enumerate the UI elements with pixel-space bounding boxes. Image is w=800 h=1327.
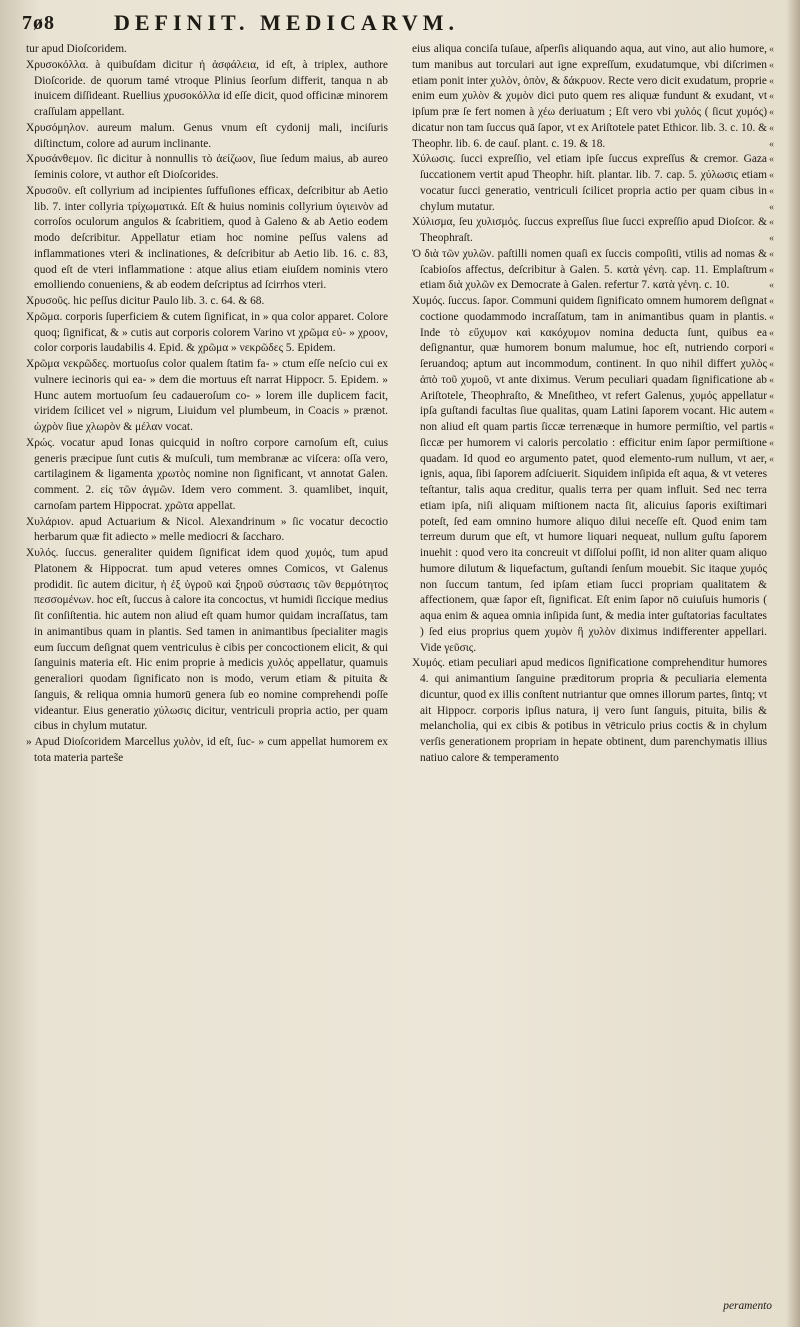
catchword: peramento (723, 1300, 772, 1312)
entry-paragraph: Χύλισμα, ſeu χυλισμός. ſuccus expreſſus ſiue ſucci expreſſio apud Dioſcor. & Theophraſt. (412, 216, 767, 244)
entry-paragraph: Χρώς. vocatur apud Ionas quicquid in noſtro corpore carnoſum eſt, cuius generis præcipue ſunt cutis & muſculi, tum membranæ ac viſcera: oſſa vero, cartilaginem & ligamenta χρωτὸς nomine non ſignificant, vt annotat Galen. comment. 2. εἰς τῶν ἀγμῶν. Idem vero comment. 3. quamlibet, inquit, carnoſam partem Hippocrat. χρῶτα appellat. (26, 436, 388, 512)
entry-paragraph: Χύλωσις. ſucci expreſſio, vel etiam ipſe ſuccus expreſſus & cremor. Gaza ſuccationem vertit apud Theophr. hiſt. plantar. lib. 7. cap. 5. χύλωσις etiam vocatur ſucci generatio, ventriculi ſcilicet propria actio per quam cibus in chylum mutatur. (412, 153, 767, 213)
entry-paragraph: Χρυσοῦς. hic peſſus dicitur Paulo lib. 3. c. 64. & 68. (26, 295, 265, 307)
entry-paragraph: Χυλός. ſuccus. generaliter quidem ſignificat idem quod χυμός, tum apud Platonem & Hippocrat. tum apud veteres omnes Comicos, vt Galenus prodidit. ſic autem dicitur, ἡ ἐξ ὑγροῦ καὶ ξηροῦ σύστασις τῶν θερμότητος πεσσομένων. hoc eſt, ſuccus à calore ita concoctus, vt humidi ſiccique medius ſit conſiſtentia. hic autem non aliud eſt quam humor quidam incraſſatus, tam in animantibus quam in plantis. Sed tamen in animantibus ſpecialiter magis eum ſuccum deſignat quem ventriculus è cibis per concoctionem elicit, & qui ſanguinis materia eſt. Hic enim proprie à medicis χυλός appellatur, quamuis generaliori quodam ſignificato non is modo, verum etiam & pituita & ſanguis, & reliqua omnia humorū genera ſub eo nomine comprehendi poſſe videantur. Eius generatio χύλωσις dicitur, ventriculi propria actio, per quam cibus in chylum mutatur. (26, 547, 388, 733)
page-header (22, 10, 780, 40)
entry-paragraph: Χυμός. ſuccus. ſapor. Communi quidem ſignificato omnem humorem deſignat coctione quodammodo incraſſatum, tam in animantibus quam in plantis. Inde τὸ εὔχυμον καὶ κακόχυμον nomina deducta ſunt, quibus ea deſignantur, quæ humorem bonum malumue, hoc eſt, nutriendo corpori ſeruandoq; aptum aut incommodum, continent. In quo nihil differt χυλὸς ἀπὸ τοῦ χυμοῦ, vt ante diximus. Verum peculiari quadam ſignificatione ab Ariſtotele, Theophraſto, & Mneſitheo, vt refert Galenus, χυμός appellatur ipſa guſtandi facultas ſiue qualitas, quam Latini ſaporem vocant. Hic autem non aliud eſt quam partis ſiccæ terrenæque in humore permiſtio, vel partis ſiccæ per humorem vi caloris percolatio : efficitur enim ſapor permiſtione quadam. Id quod eo argumento patet, quod elemento-rum nullum, vt aer, ignis, aqua, ſibi ſaporem adſciuerit. Siquidem inſipida eſt aqua, & vt veteres teſtantur, talis aqua creditur, qualis terra per quam influit. Sed nec terra etiam ipſa, niſi aliquam miſtionem nacta ſit, alicuius ſaporis exiſtimari poteſt, ſed eam omnino humore aliquo dilui neceſſe eſt. Quod enim tam terreum durum que eſt, vt humore liquari nequeat, nullum guſtu ſaporem inuehit : quod vero ita concreuit vt diſſolui poſſit, id non aliter quam aliquo humore dilutum & liquefactum, guſtandi ſenſum mouebit. Sic itaque χυμός non ſuccum tantum, ſed ipſam etiam ſucci propriam qualitatem & affectionem, quæ ſapor eſt, ſignificat. Eſt enim ſapor nō cuiuſuis humoris ( aqua enim & aquea omnia inſipida ſunt, & media inter guſtatorias facultates ) ſed eius proprius quem χυμὸν ἢ χυλὸν diximus indifferenter appellari. Vide γεῦσις. (412, 295, 767, 654)
left-column (26, 42, 388, 1312)
running-title: DEFINIT. MEDICARVM. (114, 10, 459, 35)
entry-paragraph: » Apud Dioſcoridem Marcellus χυλὸν, id eſt, ſuc- » cum appellat humorem ex tota materia partes̃e (26, 736, 388, 764)
entry-paragraph: tur apud Dioſcoridem. (26, 43, 127, 55)
entry-paragraph: Χυλάριον. apud Actuarium & Nicol. Alexandrinum » ſic vocatur decoctio herbarum quæ fit adiecto » melle mediocri & ſaccharo. (26, 515, 388, 544)
entry-paragraph: Χρυσάνθεμον. ſic dicitur à nonnullis τὸ ἀείζωον, ſiue ſedum maius, ab aureo ſeminis colore, vt author eſt Dioſcorides. (26, 153, 388, 181)
page-number: 7ø8 (22, 12, 55, 34)
entry-paragraph: Χυμός. etiam peculiari apud medicos ſignificatione comprehenditur humores 4. qui animantium ſanguine præditorum propria & peculiaria elementa dicuntur, quod ex illis conſtent nutriantur que omnes illorum partes, ſintq; vt ait Hippocr. corporis ipſius natura, ij vero ſunt ſanguis, pituita, bilis & melancholia, qui ex cibis & potibus in vētriculo prius coctis & in chylum verſis generationem propriam in hepate obtinent, dum parenchymatis illius natiuo calore & temperamento (412, 657, 767, 764)
entry-paragraph: Χρυσοκόλλα. à quibuſdam dicitur ἡ ἀσφάλεια, id eſt, à triplex, authore Dioſcoride. de quorum tamé vtroque Plinius ſeorſum differit, tanqua n ab inuicem diſſideant. Ruellius χρυσοκόλλα id eſſe dicit, quod officinæ minorem craſſulam appellant. (26, 58, 388, 118)
entry-paragraph: Χρυσόμηλον. aureum malum. Genus vnum eſt cydonij mali, inciſuris diſtinctum, colore ad aurum inclinante. (26, 121, 388, 150)
entry-paragraph: Χρυσοῦν. eſt collyrium ad incipientes ſuffuſiones efficax, deſcribitur ab Aetio lib. 7. inter collyria τρίχωματικά. Eſt & huius nominis collyrium ὑγιεινὸν ad corroſos oculorum angulos & ſcabritiem, quod à Galeno & ab Aetio eodem modo deſcribitur. Appellatur etiam hoc nomine peſſus valens ad inflammationes vteri & inclinationes, & deſcribitur ab Aetio lib. 16. c. 83, quod eſt de vteri inflammatione : atque alius etiam eiuſdem nominis vtero emolliendo conueniens, & ab eodem deſcriptus ad ſcirrhos vteri. (26, 184, 388, 292)
entry-paragraph: Χρῶμα. corporis ſuperficiem & cutem ſignificat, in » qua color apparet. Colore quoq; ſignificat, & » cutis aut corporis colorem Varino vt χρῶμα εὐ- » χροον, color corporis laudabilis 4. Epid. & χρῶμα » νεκρῶδες 5. Epidem. (26, 310, 388, 355)
entry-paragraph: Ὁ διὰ τῶν χυλῶν. paſtilli nomen quaſi ex ſuccis compoſiti, vtilis ad nomas & ſcabioſos affectus, deſcribitur à Galen. 5. κατὰ γένη. cap. 11. Emplaſtrum etiam διὰ χυλῶν ex Democrate à Galen. refertur 7. κατὰ γένη. c. 10. (412, 247, 767, 292)
entry-paragraph: eius aliqua conciſa tuſaue, aſperſis aliquando aqua, aut vino, aut alio humore, tum manibus aut torculari aut igne expreſſum, exudatumque, vbi diſcrimen etiam ponit inter χυλὸν, ὀπὸν, & δάκρυον. Recte vero dicit exudatum, proprie enim eum χυλὸν & χυμὸν dici puto quem res aliquæ fundunt & exudant, vt ipſum præ ſe fert nomen à χέω deriuatum ; Eſt vero vbi χυλός ( ſicut χυμός) dicatur non tam ſuccus quā ſapor, vt ex Ariſtotele patet Ethicor. lib. 3. c. 10. & Theophr. lib. 6. de cauſ. plant. c. 19. & 18. (412, 43, 767, 150)
entry-paragraph: Χρῶμα νεκρῶδες. mortuoſus color qualem ſtatim fa- » ctum eſſe neſcio cui ex vulnere iecinoris qui ea- » dem die mortuus eſt narrat Hippocr. 5. Epidem. » Hunc autem mortuoſum ſeu cadaueroſum co- » lorem ille duplicem facit, viridem ſcilicet vel » nigrum, Liuidum vel plumbeum, in Coacis » prænot. ὠχρὸν ſiue χλωρὸν & μέλαν vocat. (26, 358, 388, 433)
right-column (412, 42, 767, 1312)
margin-quotation-marks: « « « « « « « « « « « « « « « « « « « « « « « « « « « (769, 44, 774, 465)
